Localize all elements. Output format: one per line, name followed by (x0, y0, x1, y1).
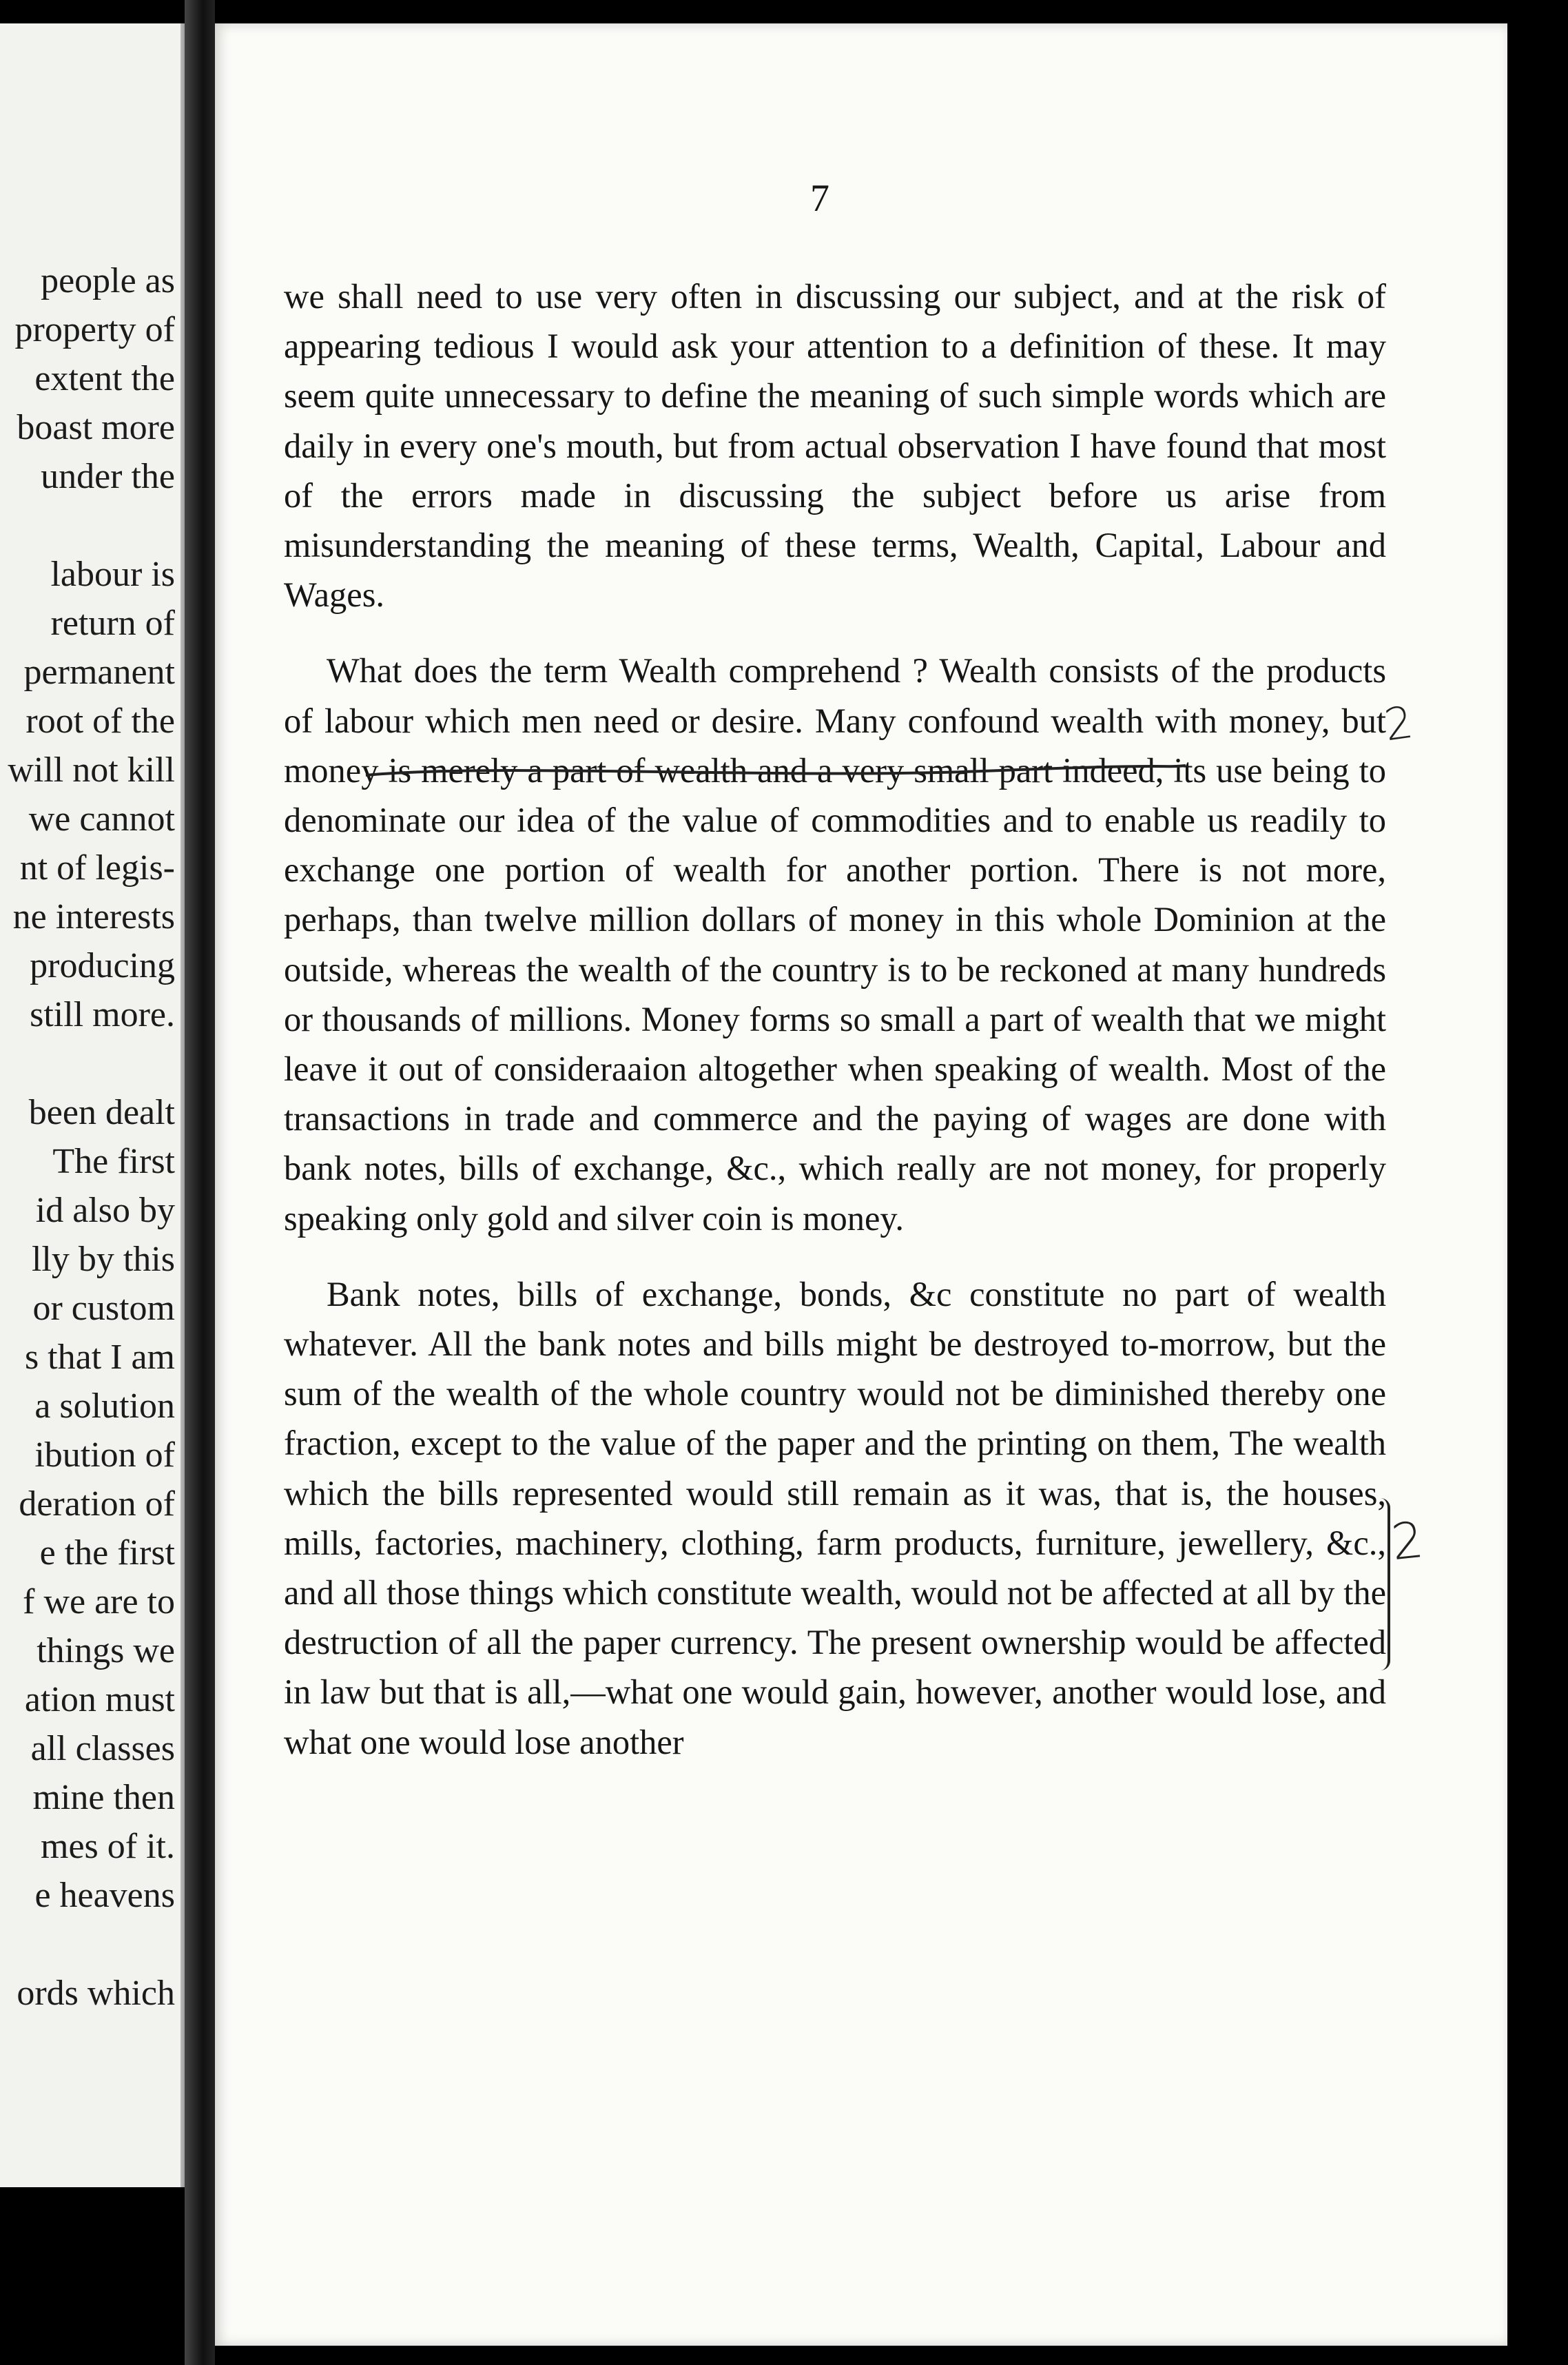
previous-page-line: e heavens (34, 1876, 175, 1915)
previous-page-line: f we are to (23, 1582, 175, 1621)
previous-page-line: still more. (30, 995, 175, 1034)
previous-page-line: or custom (32, 1289, 175, 1328)
previous-page-line: a solution (34, 1386, 175, 1426)
previous-page-line: e the first (39, 1533, 175, 1573)
page-number: 7 (810, 177, 829, 220)
previous-page-line: deration of (19, 1484, 175, 1524)
current-page (215, 23, 1507, 2346)
previous-page-line: ation must (24, 1680, 175, 1719)
handwritten-underline (362, 756, 1189, 784)
previous-page-line: mes of it. (41, 1827, 175, 1866)
previous-page-fragment (0, 23, 185, 2187)
previous-page-line: nt of legis- (19, 848, 175, 888)
paragraph-1: we shall need to use very often in discussing our subject, and at the risk of appearing tedious I would ask your attention to a definition of these. It may seem quite unnecessary to define the meaning of such simple words which are daily in every one's mouth, but from actual observation I have found that most of the errors made in discussing the subject before us arise from misunderstanding the meaning of these terms, Wealth, Capital, Labour and Wages. (284, 277, 1386, 615)
body-text (284, 272, 1386, 1767)
previous-page-line: people as (41, 261, 175, 300)
previous-page-line: s that I am (24, 1338, 175, 1377)
previous-page-line: ne interests (12, 897, 175, 936)
margin-bracket (1379, 1498, 1390, 1670)
previous-page-line: boast more (17, 408, 175, 447)
margin-mark-1: 2 (1381, 697, 1416, 752)
previous-page-line: permanent (23, 653, 175, 692)
previous-page-line: ibution of (34, 1435, 175, 1475)
previous-page-line: all classes (30, 1729, 175, 1768)
previous-page-line: we cannot (28, 799, 175, 839)
previous-page-line: things we (37, 1631, 175, 1670)
previous-page-line: been dealt (28, 1093, 175, 1132)
previous-page-line: producing (30, 946, 175, 985)
previous-page-line: The first (52, 1142, 175, 1181)
paragraph-3: Bank notes, bills of exchange, bonds, &c constitute no part of wealth whatever. All the bank notes and bills might be destroyed to-morrow, but the sum of the wealth of the whole country would not be diminished thereby one fraction, except to the value of the paper and the printing on them, The wealth which the bills represented would still remain as it was, that is, the houses, mills, factories, machinery, clothing, farm products, furniture, jewellery, &c., and all those things which constitute wealth, would not be affected at all by the destruction of all the paper currency. The present ownership would be affected in law but that is all,—what one would gain, however, another would lose, and what one would lose another (284, 1274, 1386, 1761)
previous-page-line: root of the (25, 702, 175, 741)
book-spine (185, 0, 215, 2365)
margin-mark-2: 2 (1388, 1510, 1427, 1572)
previous-page-line: extent the (34, 359, 175, 398)
previous-page-line: labour is (50, 555, 175, 594)
previous-page-line: ords which (17, 1974, 175, 2013)
previous-page-line: will not kill (8, 750, 175, 790)
previous-page-line: return of (50, 604, 175, 643)
previous-page-line: under the (41, 457, 175, 496)
previous-page-line: lly by this (31, 1240, 175, 1279)
previous-page-line: property of (14, 310, 175, 349)
paragraph-2: What does the term Wealth comprehend ? Wealth consists of the products of labour which men need or desire. Many confound wealth with money, but money is merely a part of wealth and a very small part indeed, its use being to denominate our idea of the value of commodities and to enable us readily to exchange one portion of wealth for another portion. There is not more, perhaps, than twelve million dollars of money in this whole Dominion at the outside, whereas the wealth of the country is to be reckoned at many hundreds or thousands of millions. Money forms so small a part of wealth that we might leave it out of consideraaion altogether when speaking of wealth. Most of the transactions in trade and commerce and the paying of wages are done with bank notes, bills of exchange, &c., which really are not money, for properly speaking only gold and silver coin is money. (284, 651, 1386, 1238)
previous-page-line: mine then (32, 1778, 175, 1817)
previous-page-line: id also by (35, 1191, 175, 1230)
